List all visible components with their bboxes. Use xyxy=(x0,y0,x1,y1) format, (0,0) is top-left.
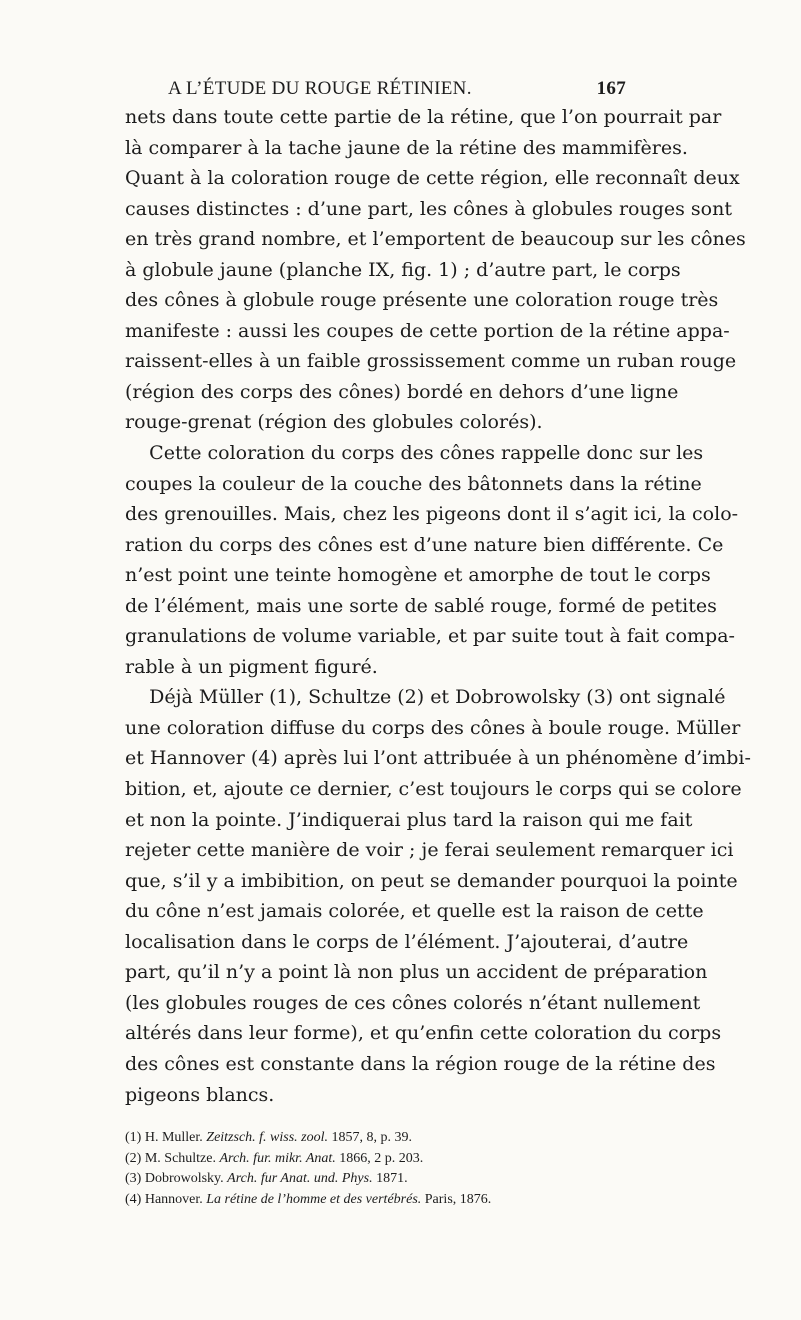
footnote-number: (4) xyxy=(125,1191,142,1207)
footnote xyxy=(125,1149,630,1170)
footnote xyxy=(125,1128,630,1149)
text-line: raissent-elles à un faible grossissement comme un ruban rouge xyxy=(125,350,737,373)
text-line: causes distinctes : d’une part, les cônes à globules rouges sont xyxy=(125,197,732,220)
footnote-number: (2) xyxy=(125,1150,142,1166)
footnote-source: La rétine de l’homme et des vertébrés. xyxy=(206,1191,422,1207)
text-line: coupes la couleur de la couche des bâtonnets dans la rétine xyxy=(125,472,702,495)
footnote-author: H. Muller. xyxy=(144,1130,203,1145)
footnote-source: Arch. fur Anat. und. Phys. xyxy=(227,1171,373,1186)
text-line: manifeste : aussi les coupes de cette portion de la rétine appa- xyxy=(125,319,730,342)
text-line: altérés dans leur forme), et qu’enfin cette coloration du corps xyxy=(125,1022,722,1045)
footnote-details: 1871. xyxy=(376,1171,408,1186)
text-line: localisation dans le corps de l’élément. J’ajouterai, d’autre xyxy=(125,930,689,953)
text-line: bition, et, ajoute ce dernier, c’est toujours le corps qui se colore xyxy=(125,778,742,801)
text-line: (région des corps des cônes) bordé en dehors d’une ligne xyxy=(125,380,679,403)
page-number: 167 xyxy=(596,78,626,99)
footnote xyxy=(125,1169,630,1190)
footnote-source: Arch. fur. mikr. Anat. xyxy=(219,1150,336,1166)
footnote xyxy=(125,1190,630,1211)
text-line: que, s’il y a imbibition, on peut se demander pourquoi la pointe xyxy=(125,869,738,892)
text-line: des grenouilles. Mais, chez les pigeons dont il s’agit ici, la colo- xyxy=(125,503,739,526)
footnote-number: (3) xyxy=(125,1171,142,1186)
text-line: des cônes est constante dans la région rouge de la rétine des xyxy=(125,1052,716,1075)
text-line: ration du corps des cônes est d’une nature bien différente. Ce xyxy=(125,533,724,556)
text-line: rouge-grenat (région des globules colorés). xyxy=(125,411,543,434)
text-line: de l’élément, mais une sorte de sablé rouge, formé de petites xyxy=(125,594,717,617)
footnote-details: 1866, 2 p. 203. xyxy=(339,1150,424,1166)
text-line: Quant à la coloration rouge de cette région, elle reconnaît deux xyxy=(125,167,740,190)
body-text xyxy=(125,102,751,1110)
text-line: à globule jaune (planche IX, fig. 1) ; d’autre part, le corps xyxy=(125,258,681,281)
text-line: granulations de volume variable, et par suite tout à fait compa- xyxy=(125,625,735,648)
text-line: une coloration diffuse du corps des cônes à boule rouge. Müller xyxy=(125,716,741,739)
text-line: Cette coloration du corps des cônes rappelle donc sur les xyxy=(125,442,704,465)
text-line: du cône n’est jamais colorée, et quelle est la raison de cette xyxy=(125,900,704,923)
footnote-details: Paris, 1876. xyxy=(424,1191,492,1207)
text-line: nets dans toute cette partie de la rétine, que l’on pourrait par xyxy=(125,106,722,128)
text-line: rable à un pigment figuré. xyxy=(125,655,378,678)
text-line: Déjà Müller (1), Schultze (2) et Dobrowolsky (3) ont signalé xyxy=(125,686,726,709)
text-line: en très grand nombre, et l’emportent de beaucoup sur les cônes xyxy=(125,228,746,251)
footnotes xyxy=(125,1128,630,1210)
footnote-author: Dobrowolsky. xyxy=(144,1171,224,1186)
footnote-author: M. Schultze. xyxy=(144,1150,216,1166)
text-line: et non la pointe. J’indiquerai plus tard la raison qui me fait xyxy=(125,808,693,831)
footnote-source: Zeitzsch. f. wiss. zool. xyxy=(206,1130,329,1145)
text-line: pigeons blancs. xyxy=(125,1083,275,1106)
footnote-details: 1857, 8, p. 39. xyxy=(331,1130,413,1145)
running-title: A L’ÉTUDE DU ROUGE RÉTINIEN. xyxy=(168,78,472,99)
text-line: n’est point une teinte homogène et amorphe de tout le corps xyxy=(125,564,711,587)
text-line: des cônes à globule rouge présente une coloration rouge très xyxy=(125,289,719,312)
text-line: part, qu’il n’y a point là non plus un accident de préparation xyxy=(125,961,708,984)
text-line: rejeter cette manière de voir ; je ferai seulement remarquer ici xyxy=(125,839,734,862)
text-line: et Hannover (4) après lui l’ont attribuée à un phénomène d’imbi- xyxy=(125,747,751,770)
text-line: (les globules rouges de ces cônes colorés n’étant nullement xyxy=(125,991,701,1014)
footnote-author: Hannover. xyxy=(144,1191,203,1207)
text-line: là comparer à la tache jaune de la rétine des mammifères. xyxy=(125,136,688,159)
footnote-number: (1) xyxy=(125,1130,142,1145)
